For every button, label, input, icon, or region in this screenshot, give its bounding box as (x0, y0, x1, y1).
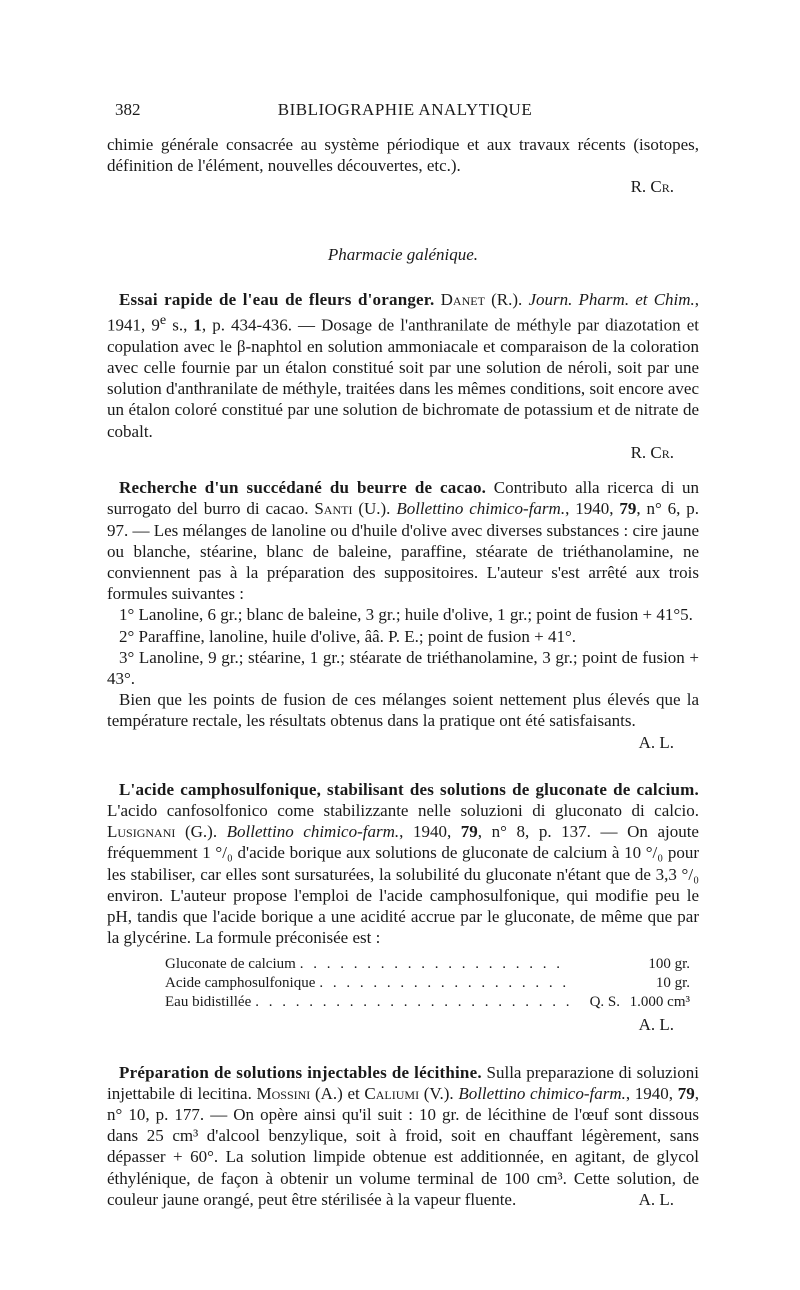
abstract-entry-orange-flower (107, 289, 699, 463)
entry-conclusion: Bien que les points de fusion de ces mélanges soient nettement plus élevés que la température rectale, les résultats obtenus dans la pratique ont été satisfaisants. (107, 690, 699, 731)
entry-signature: A. L. (638, 732, 674, 752)
entry-journal: Journ. Pharm. et Chim. (528, 289, 695, 309)
section-title: Pharmacie galénique. (327, 244, 479, 264)
entry-body: — Dosage de l'anthranilate de méthyle par diazotation et copulation avec le β-naphtol en solution ammoniacale et comparaison de la coloration avec celle fournie par un étalon constitué soit par une solution de néroli, soit par une solution d'anthranilate de méthyle, traitées dans les mêmes conditions, soit encore avec un étalon coloré constitué par une solution de bichromate de potassium et de nitrate de cobalt. (107, 315, 699, 441)
entry-body: — On ajoute fréquemment 1 °/₀ d'acide borique aux solutions de gluconate de calcium à 10 °/₀ pour les stabiliser, car elles sont sursaturées, la solubilité du gluconate n'étant que de 3,3 °/₀ environ. L'auteur propose l'emploi de l'acide camphosulfonique, qui modifie peu le pH, tandis que l'acide borique a une acidité accrue par le gluconate, de même que par la glycérine. La formule préconisée est : (107, 822, 699, 948)
abstract-entry-lecithin (107, 1062, 699, 1210)
entry-signature: A. L. (638, 1189, 674, 1209)
page-number: 382 (115, 100, 141, 119)
carryover-paragraph: chimie générale consacrée au système périodique et aux travaux récents (isotopes, définition de l'élément, nouvelles découvertes, etc.). (107, 135, 699, 176)
entry-title: Recherche d'un succédané du beurre de cacao. (119, 478, 487, 498)
entry-body: — Les mélanges de lanoline ou d'huile d'olive avec diverses substances : cire jaune ou blanche, stéarine, blanc de baleine, paraffine, stéarate de triéthanolamine, ne conviennent pas à la préparation des suppositoires. L'auteur s'est arrêté aux trois formules suivantes : (107, 520, 699, 604)
entry-author-2: Caliumi (364, 1083, 420, 1103)
entry-author: Danet (440, 289, 485, 309)
entry-subtitle: Contributo alla ricerca di un surrogato del burro di cacao. (107, 478, 699, 519)
abstract-entry-camphosulfonic (107, 779, 699, 1036)
carryover-signature: R. Cr. (630, 177, 674, 197)
formula-row: Gluconate de calcium . . . 100 gr. (165, 955, 690, 974)
entry-journal: Bollettino chimico-farm. (226, 822, 400, 842)
entry-subtitle: L'acido canfosolfonico come stabilizzante nelle soluzioni di gluconato di calcio. (107, 800, 699, 820)
entry-volume: 1 (193, 315, 202, 335)
formula-table (165, 955, 690, 1012)
entry-volume: 79 (619, 499, 637, 519)
entry-author: Lusignani (107, 822, 176, 842)
abstract-entry-cocoa-butter (107, 477, 699, 753)
formula-row: Eau bidistillée . . . Q. S. 1.000 cm³ (165, 993, 690, 1012)
entry-title: Essai rapide de l'eau de fleurs d'oranger. (119, 289, 435, 309)
entry-subtitle: Sulla preparazione di soluzioni injettabile di lecitina. (107, 1062, 699, 1103)
entry-signature: A. L. (638, 1015, 674, 1035)
formula-3: 3° Lanoline, 9 gr.; stéarine, 1 gr.; stéarate de triéthanolamine, 3 gr.; point de fusion + 43°. (107, 647, 699, 688)
formula-row: Acide camphosulfonique . . . 10 gr. (165, 974, 690, 993)
entry-paragraph: Recherche d'un succédané du beurre de cacao. Contributo alla ricerca di un surrogato del burro di cacao. Santi (U.). Bollettino chimico-farm., 1940, 79, n° 6, p. 97. — Les mélanges de lanoline ou d'huile d'olive avec diverses substances : cire jaune ou blanche, stéarine, blanc de baleine, paraffine, stéarate de triéthanolamine, ne conviennent pas à la préparation des suppositoires. L'auteur s'est arrêté aux trois formules suivantes : (107, 478, 699, 604)
entry-paragraph: Préparation de solutions injectables de lécithine. Sulla preparazione di soluzioni injettabile di lecitina. Mossini (A.) et Caliumi (V.). Bollettino chimico-farm., 1940, 79, n° 10, p. 177. — On opère ainsi qu'il suit : 10 gr. de lécithine de l'œuf sont dissous dans 25 cm³ d'alcool benzylique, soit à froid, soit en chauffant légèrement, sans dépasser + 60°. La solution limpide obtenue est additionnée, en agitant, de glycol éthylénique, de façon à obtenir un volume terminal de 100 cm³. Cette solution, de couleur jaune orangé, peut être stérilisée à la vapeur fluente. A. L. (107, 1062, 699, 1209)
entry-volume: 79 (460, 822, 478, 842)
page-header (115, 100, 695, 124)
formula-2: 2° Paraffine, lanoline, huile d'olive, ââ. P. E.; point de fusion + 41°. (119, 626, 576, 646)
entry-author: Santi (314, 499, 353, 519)
formula-1: 1° Lanoline, 6 gr.; blanc de baleine, 3 gr.; huile d'olive, 1 gr.; point de fusion + 41°5. (119, 605, 693, 625)
entry-journal: Bollettino chimico-farm. (396, 499, 566, 519)
running-title: BIBLIOGRAPHIE ANALYTIQUE (277, 100, 533, 119)
entry-paragraph: L'acide camphosulfonique, stabilisant des solutions de gluconate de calcium. L'acido canfosolfonico come stabilizzante nelle soluzioni di gluconato di calcio. Lusignani (G.). Bollettino chimico-farm., 1940, 79, n° 8, p. 137. — On ajoute fréquemment 1 °/₀ d'acide borique aux solutions de gluconate de calcium à 10 °/₀ pour les stabiliser, car elles sont sursaturées, la solubilité du gluconate n'étant que de 3,3 °/₀ environ. L'auteur propose l'emploi de l'acide camphosulfonique, qui modifie peu le pH, tandis que l'acide borique a une acidité accrue par le gluconate, de même que par la glycérine. La formule préconisée est : (107, 779, 699, 948)
entry-title: Préparation de solutions injectables de lécithine. (119, 1062, 482, 1082)
page-body (107, 134, 699, 1210)
entry-paragraph: Essai rapide de l'eau de fleurs d'oranger. Danet (R.). Journ. Pharm. et Chim., 1941, 9e s., 1, p. 434-436. — Dosage de l'anthranilate de méthyle par diazotation et copulation avec le β-naphtol en solution ammoniacale et comparaison de la coloration avec celle fournie par un étalon constitué soit par une solution de néroli, soit par une solution d'anthranilate de méthyle, traitées dans les mêmes conditions, soit encore avec un étalon coloré constitué par une solution de bichromate de potassium et de nitrate de cobalt. (107, 289, 700, 441)
entry-journal: Bollettino chimico-farm. (458, 1083, 626, 1103)
entry-author-1: Mossini (256, 1083, 311, 1103)
entry-body: — On opère ainsi qu'il suit : 10 gr. de lécithine de l'œuf sont dissous dans 25 cm³ d'alcool benzylique, soit à froid, soit en chauffant légèrement, sans dépasser + 60°. La solution limpide obtenue est additionnée, en agitant, de glycol éthylénique, de façon à obtenir un volume terminal de 100 cm³. Cette solution, de couleur jaune orangé, peut être stérilisée à la vapeur fluente. (107, 1104, 699, 1209)
entry-title: L'acide camphosulfonique, stabilisant des solutions de gluconate de calcium. (119, 779, 699, 799)
entry-author-initial: (R.). (491, 289, 523, 309)
entry-volume: 79 (677, 1083, 695, 1103)
entry-signature: R. Cr. (630, 442, 674, 462)
